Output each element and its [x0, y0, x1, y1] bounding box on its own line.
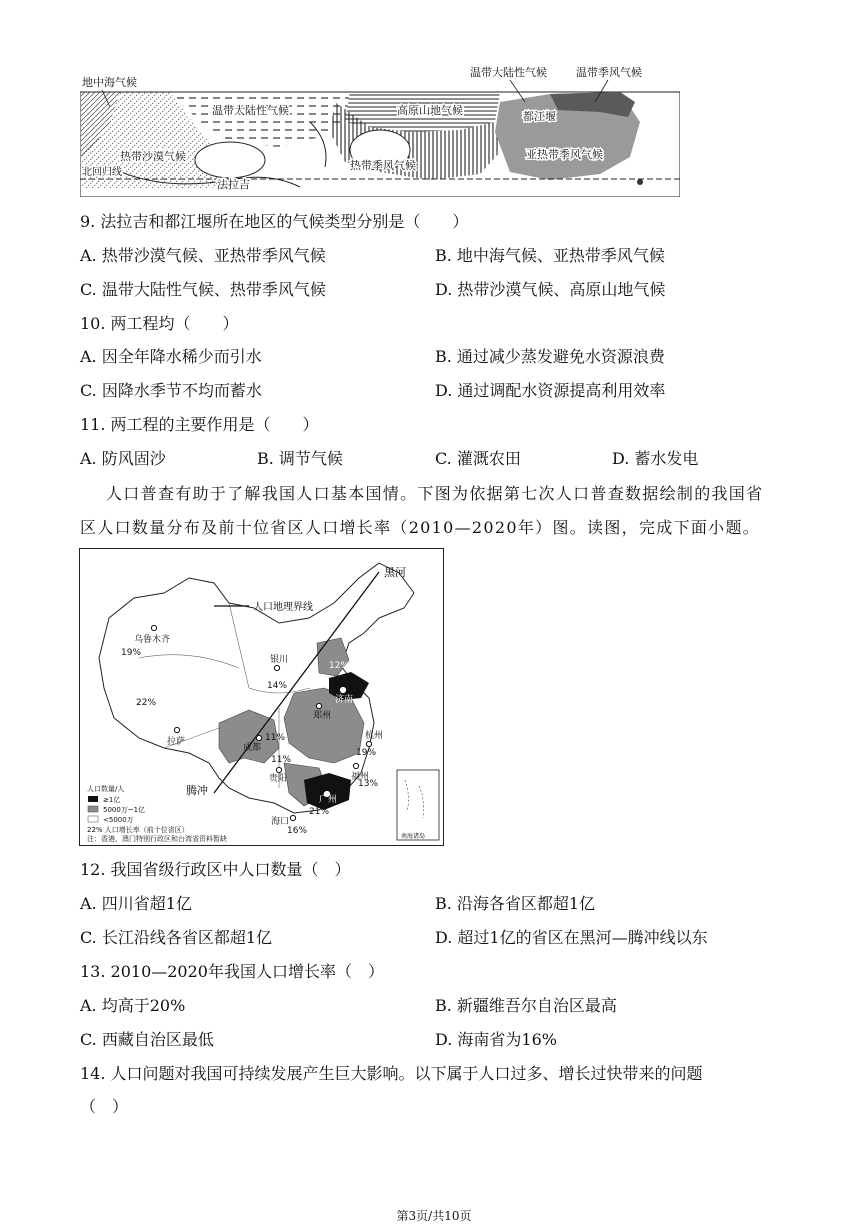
label-falaji: 法拉吉 — [217, 178, 250, 191]
q9-option-b[interactable]: B. 地中海气候、亚热带季风气候 — [435, 246, 665, 265]
q9-option-a[interactable]: A. 热带沙漠气候、亚热带季风气候 — [80, 246, 326, 265]
south-china-sea-inset — [397, 770, 439, 840]
rate-zhejiang: 19% — [356, 748, 377, 758]
q10-option-d[interactable]: D. 通过调配水资源提高利用效率 — [435, 381, 666, 400]
q13-option-d[interactable]: D. 海南省为16% — [435, 1030, 557, 1049]
page-footer: 第3页/共10页 — [396, 1209, 472, 1223]
rate-fujian: 13% — [358, 779, 379, 789]
rate-guangdong: 21% — [309, 807, 330, 817]
q11-option-b[interactable]: B. 调节气候 — [257, 449, 343, 468]
q11-stem: 11. 两工程的主要作用是（ ） — [80, 415, 319, 434]
legend-footnote: 注：香港、澳门特别行政区和台湾省资料暂缺 — [87, 835, 227, 843]
rate-hainan: 16% — [287, 826, 308, 836]
rate-chongqing: 11% — [265, 733, 286, 743]
q10-option-c[interactable]: C. 因降水季节不均而蓄水 — [80, 381, 262, 400]
legend-item-mid: 5000万~1亿 — [103, 806, 146, 814]
label-dujiangyan: 都江堰 — [523, 110, 556, 123]
q10-option-b[interactable]: B. 通过减少蒸发避免水资源浪费 — [435, 347, 665, 366]
q13-stem: 13. 2010—2020年我国人口增长率（ ） — [80, 962, 384, 981]
q14-answer-paren: （ ） — [80, 1097, 129, 1116]
legend-item-high: ≥1亿 — [103, 796, 121, 804]
inset-label: 南海诸岛 — [401, 833, 426, 840]
population-map — [79, 548, 444, 846]
rate-xizang: 22% — [136, 698, 157, 708]
q11-option-c[interactable]: C. 灌溉农田 — [435, 449, 521, 468]
label-tropical-monsoon: 热带季风气候 — [350, 159, 416, 172]
city-zhengzhou: 郑州 — [313, 711, 332, 721]
city-chengdu: 成都 — [243, 743, 262, 753]
city-haikou: 海口 — [271, 817, 290, 827]
tengchong-label: 腾冲 — [186, 784, 208, 797]
city-guangzhou: 广州 — [319, 795, 338, 805]
label-temperate-monsoon-top: 温带季风气候 — [576, 66, 642, 79]
intro-line-2: 区人口数量分布及前十位省区人口增长率（2010—2020年）图。读图，完成下面小题。 — [80, 518, 761, 537]
q9-option-c[interactable]: C. 温带大陆性气候、热带季风气候 — [80, 280, 326, 299]
legend-item-low: <5000万 — [103, 816, 134, 824]
rate-guizhou: 11% — [271, 755, 292, 765]
q12-option-c[interactable]: C. 长江沿线各省区都超1亿 — [80, 928, 273, 947]
city-hangzhou: 杭州 — [365, 731, 384, 741]
q12-stem: 12. 我国省级行政区中人口数量（ ） — [80, 860, 351, 879]
legend-title: 人口数量/人 — [87, 785, 125, 793]
label-tropic-of-cancer: 北回归线 — [82, 167, 122, 178]
q13-option-a[interactable]: A. 均高于20% — [80, 996, 186, 1015]
q14-stem: 14. 人口问题对我国可持续发展产生巨大影响。以下属于人口过多、增长过快带来的问题 — [80, 1064, 703, 1083]
rate-ningxia: 14% — [267, 681, 288, 691]
q11-option-a[interactable]: A. 防风固沙 — [80, 449, 166, 468]
q11-option-d[interactable]: D. 蓄水发电 — [612, 449, 699, 468]
intro-line-1: 人口普查有助于了解我国人口基本国情。下图为依据第七次人口普查数据绘制的我国省 — [106, 484, 764, 503]
label-temperate-continental: 温带大陆性气候 — [212, 104, 289, 117]
q12-option-b[interactable]: B. 沿海各省区都超1亿 — [435, 894, 596, 913]
city-lhasa: 拉萨 — [167, 737, 186, 747]
rate-xinjiang: 19% — [121, 648, 142, 658]
heihe-label: 黑河 — [384, 566, 406, 579]
label-tropical-desert: 热带沙漠气候 — [120, 150, 186, 163]
q12-option-a[interactable]: A. 四川省超1亿 — [80, 894, 192, 913]
city-yinchuan: 银川 — [270, 655, 289, 665]
q9-stem: 9. 法拉吉和都江堰所在地区的气候类型分别是（ ） — [80, 212, 469, 231]
q12-option-d[interactable]: D. 超过1亿的省区在黑河—腾冲线以东 — [435, 928, 708, 947]
q9-option-d[interactable]: D. 热带沙漠气候、高原山地气候 — [435, 280, 666, 299]
q10-option-a[interactable]: A. 因全年降水稀少而引水 — [80, 347, 262, 366]
city-guiyang: 贵阳 — [269, 774, 288, 784]
climate-map — [80, 62, 680, 197]
q10-stem: 10. 两工程均（ ） — [80, 314, 239, 333]
legend-rate-note: 22% 人口增长率（前十位省区） — [87, 826, 189, 834]
boundary-label: 人口地理界线 — [253, 602, 313, 613]
label-plateau: 高原山地气候 — [397, 104, 463, 117]
label-subtropical-monsoon: 亚热带季风气候 — [526, 148, 603, 161]
q13-option-c[interactable]: C. 西藏自治区最低 — [80, 1030, 214, 1049]
city-jinan: 济南 — [335, 695, 354, 705]
label-mediterranean: 地中海气候 — [82, 76, 137, 89]
city-fuzhou: 福州 — [351, 772, 370, 782]
rate-beijing: 12% — [329, 661, 350, 671]
city-urumqi: 乌鲁木齐 — [134, 635, 171, 645]
q13-option-b[interactable]: B. 新疆维吾尔自治区最高 — [435, 996, 617, 1015]
label-temperate-continental-top: 温带大陆性气候 — [470, 66, 547, 79]
